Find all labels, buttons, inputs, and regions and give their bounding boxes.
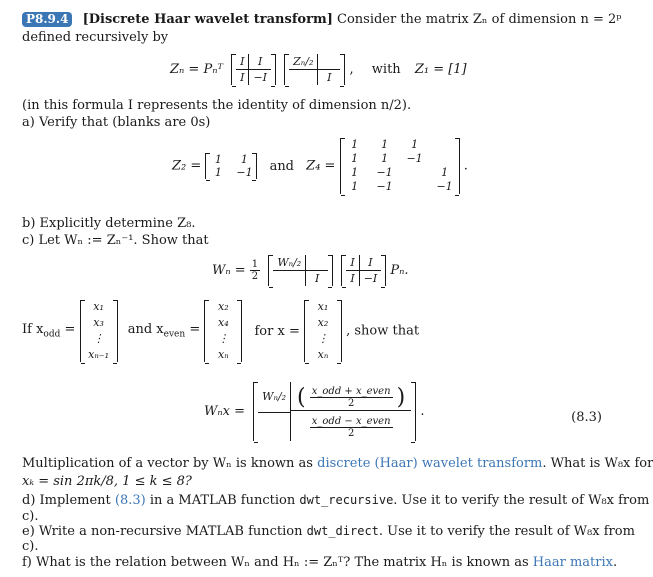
equation-odd-even	[22, 300, 419, 362]
eq3-m1-cell	[306, 255, 328, 271]
show-that: , show that	[346, 323, 420, 339]
z2-cell: 1	[214, 166, 222, 179]
eq3-m2-cell: I	[346, 271, 359, 286]
z2-cell: 1	[240, 153, 248, 166]
part-f-a: f) What is the relation between Wₙ and Hₙ := Zₙᵀ? The matrix Hₙ is known as	[22, 555, 529, 570]
x-entry: x₁	[317, 300, 329, 313]
haar-matrix-link[interactable]: Haar matrix	[532, 555, 613, 570]
eq5-block-vector	[253, 382, 416, 441]
dwt-link[interactable]: discrete (Haar) wavelet transform	[317, 456, 543, 471]
para-line-1	[22, 456, 653, 472]
part-d	[22, 492, 649, 509]
equation-number: (8.3)	[571, 410, 602, 425]
eq3-m1-cell	[273, 271, 306, 286]
eq3-rhs: Pₙ.	[390, 263, 409, 278]
dwt-direct-code: dwt_direct	[306, 524, 379, 538]
para-l1a: Multiplication of a vector by Wₙ is known as	[22, 456, 313, 471]
x-even-entry: ⋮	[217, 332, 229, 345]
eq3-half-num: 1	[251, 259, 259, 270]
z2-cell: 1	[214, 153, 222, 166]
x-even-entry: x₄	[218, 316, 229, 329]
part-d-a: d) Implement	[22, 493, 111, 508]
z4-cell: 1	[351, 180, 359, 193]
z4-cell	[435, 138, 455, 152]
x-odd-entry: ⋮	[93, 332, 105, 345]
eq1-lhs: Zₙ = Pₙᵀ	[170, 62, 223, 77]
equation-8-3: Wₙx = Wₙ/₂ ( $\frac{\text{x\_odd + x\_even}}{2}$ ) $\frac{\text{x\_odd − x\_even}}{2}$ .	[204, 382, 425, 441]
x-odd-entry: xₙ₋₁	[88, 348, 109, 361]
eq1-base-case: Z₁ = [1]	[414, 62, 467, 77]
equation-z2-z4: Z₂ = 1 1 1 −1 and Z₄ = 1 1 1 1 1 −1 1 −1 1 1 −1 −1 .	[172, 138, 468, 193]
x-entry: x₂	[317, 316, 329, 329]
exercise-title: [Discrete Haar wavelet transform]	[82, 12, 333, 27]
z4-cell: 1	[411, 138, 419, 151]
odd-eq: =	[64, 322, 76, 338]
eq3-m2-cell: −I	[363, 272, 378, 285]
z-and: and	[269, 158, 295, 174]
dwt-recursive-code: dwt_recursive	[299, 493, 394, 507]
z4-cell: −1	[436, 180, 453, 193]
eq5-top: ( $\frac{\text{x\_odd + x\_even}}{2}$ )	[291, 385, 411, 411]
part-f-end: .	[612, 555, 618, 570]
para-l1b: . What is W₈x for	[542, 456, 653, 471]
z4-cell: 1	[351, 138, 359, 151]
x-odd-entry: x₁	[93, 300, 104, 313]
even-eq: =	[189, 322, 201, 338]
eq1-m1-cell: −I	[253, 71, 267, 84]
part-c: c) Let Wₙ := Zₙ⁻¹. Show that	[22, 233, 209, 248]
eq3-m2-cell: I	[346, 255, 359, 271]
x-even-entry: x₂	[218, 300, 229, 313]
eq3-m1-cell: I	[315, 272, 320, 285]
z4-cell	[405, 180, 425, 194]
x-entry: xₙ	[317, 348, 329, 361]
eq1-matrix-1	[231, 54, 276, 85]
eq1-with: with	[371, 62, 401, 77]
identity-note: (in this formula I represents the identity of dimension n/2).	[22, 98, 412, 113]
and-label: and x	[127, 322, 164, 338]
eq1-m1-cell: I	[249, 54, 271, 70]
eq1-m2-cell: I	[327, 71, 332, 84]
z2-matrix	[205, 153, 257, 179]
odd-sub: odd	[43, 329, 61, 340]
part-d-c: . Use it to verify the result of W₈x from	[393, 493, 650, 508]
x-entry: ⋮	[317, 332, 329, 345]
eq5-lhs: Wₙx =	[204, 404, 245, 419]
eq3-m2-cell: I	[360, 255, 382, 271]
z4-cell: 1	[441, 166, 449, 179]
eq3-matrix-2	[341, 255, 386, 286]
exercise-badge: P8.9.4	[22, 12, 72, 27]
eq1-m2-cell: Zₙ/₂	[289, 54, 318, 70]
z4-cell: 1	[351, 152, 359, 165]
part-b: b) Explicitly determine Z₈.	[22, 216, 196, 231]
equation-recursive-z: Zₙ = Pₙᵀ I I I −I Zₙ/₂ I , with Z₁ = [1]	[170, 55, 467, 84]
z2-label: Z₂ =	[172, 158, 202, 174]
eq1-m2-cell	[318, 54, 340, 70]
z4-cell: 1	[381, 152, 389, 165]
part-e-a: e) Write a non-recursive MATLAB function	[22, 524, 303, 539]
eq1-m1-cell: I	[236, 54, 249, 70]
part-e-end: c).	[22, 539, 39, 554]
if-label: If x	[22, 322, 44, 338]
part-f	[22, 555, 617, 571]
eq1-m2-cell	[289, 70, 318, 85]
x-even-vector	[204, 300, 242, 362]
part-e-b: . Use it to verify the result of W₈x from	[378, 524, 635, 539]
eq-ref-link[interactable]: (8.3)	[114, 493, 146, 508]
z4-cell: −1	[376, 180, 393, 193]
z4-cell: 1	[381, 138, 389, 151]
x-odd-entry: x₃	[93, 316, 104, 329]
eq1-m1-cell: I	[236, 70, 249, 85]
z4-cell: −1	[406, 152, 423, 165]
z4-cell	[405, 166, 425, 180]
eq5-bottom	[291, 416, 411, 439]
eq3-lhs: Wₙ =	[212, 263, 246, 278]
eq3-m1-cell: Wₙ/₂	[273, 255, 306, 271]
equation-w-recursive	[212, 255, 409, 286]
eq3-half-den: 2	[251, 271, 259, 282]
x-odd-vector	[80, 300, 118, 362]
part-d-end: c).	[22, 509, 39, 524]
even-sub: even	[163, 329, 186, 340]
eq5-w-half: Wₙ/₂	[258, 382, 291, 413]
z4-cell: −1	[376, 166, 393, 179]
for-x-label: for x =	[254, 323, 300, 339]
eq1-matrix-2	[284, 54, 345, 85]
eq5-bot-num: x_odd − x_even	[311, 415, 391, 427]
part-a: a) Verify that (blanks are 0s)	[22, 115, 211, 130]
eq3-half	[250, 259, 260, 282]
z4-cell: 1	[351, 166, 359, 179]
exercise-header	[22, 12, 622, 28]
x-vector	[304, 300, 342, 362]
para-line-2: xₖ = sin 2πk/8, 1 ≤ k ≤ 8?	[22, 474, 192, 489]
z2-cell: −1	[236, 166, 253, 179]
part-e	[22, 523, 635, 540]
eq5-top-den: 2	[347, 397, 355, 409]
x-even-entry: xₙ	[218, 348, 229, 361]
eq5-top-num: x_odd + x_even	[311, 385, 391, 397]
eq5-bot-den: 2	[347, 427, 355, 439]
eq3-matrix-1	[268, 255, 333, 286]
intro-line-1: Consider the matrix Zₙ of dimension n = 2ᵖ	[337, 12, 622, 27]
intro-line-2: defined recursively by	[22, 30, 169, 45]
z4-cell	[435, 152, 455, 166]
part-d-b: in a MATLAB function	[149, 493, 296, 508]
z4-label: Z₄ =	[306, 158, 336, 174]
z4-matrix	[340, 138, 460, 194]
